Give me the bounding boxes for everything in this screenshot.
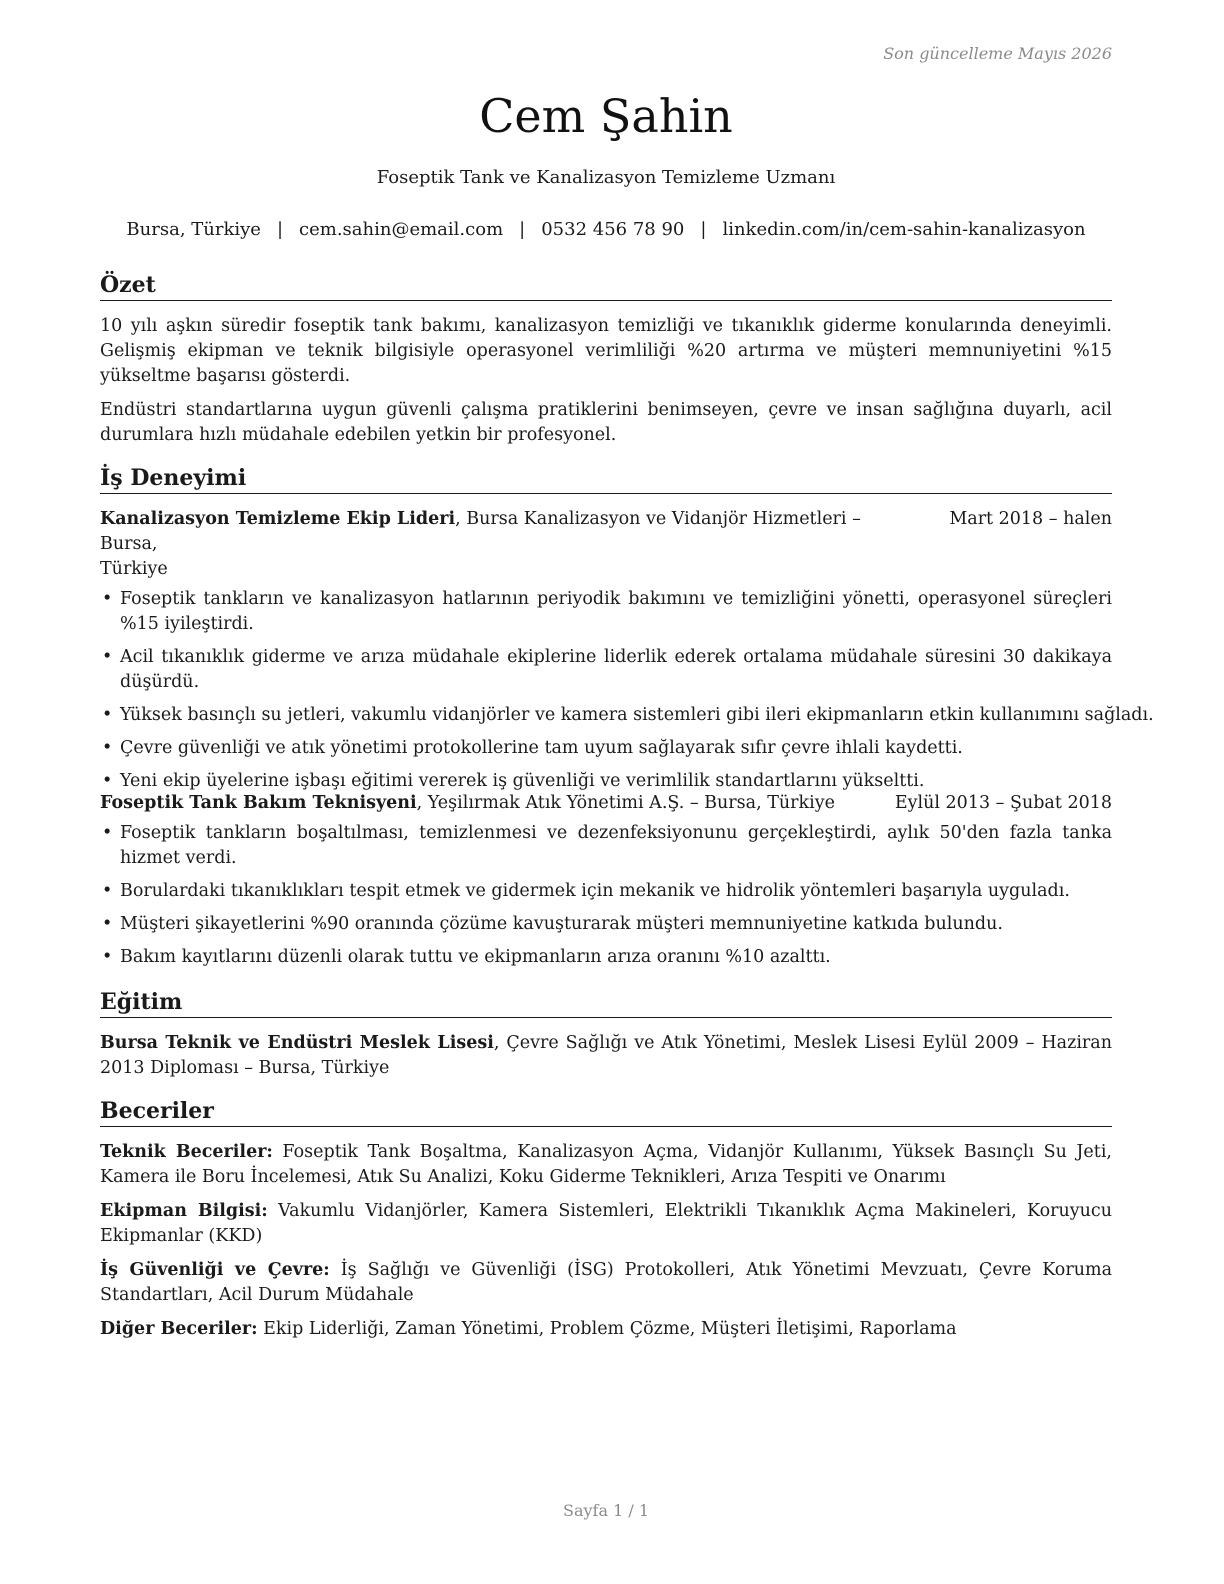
section-heading-summary: Özet xyxy=(100,272,1112,301)
skill-row xyxy=(100,1140,1112,1190)
job-entry xyxy=(100,791,1112,978)
list-item: • Bakım kayıtlarını düzenli olarak tuttu ve ekipmanların arıza oranını %10 azalttı. xyxy=(102,947,831,967)
page-number: Sayfa 1 / 1 xyxy=(562,1501,649,1520)
education-entry xyxy=(100,1031,1112,1081)
job-company-line2: Türkiye xyxy=(100,559,168,579)
list-item: • Müşteri şikayetlerini %90 oranında çözüme kavuşturarak müşteri memnuniyetine katkıda bulundu. xyxy=(102,914,1003,934)
contact-phone[interactable]: 0532 456 78 90 xyxy=(541,219,685,240)
job-role: Foseptik Tank Bakım Teknisyeni xyxy=(100,793,417,813)
contact-linkedin[interactable]: linkedin.com/in/cem-sahin-kanalizasyon xyxy=(722,219,1086,240)
section-heading-skills: Beceriler xyxy=(100,1098,1112,1127)
contact-line xyxy=(100,219,1112,240)
skills-block xyxy=(100,1140,1112,1351)
education-school: Bursa Teknik ve Endüstri Meslek Lisesi xyxy=(100,1033,494,1053)
contact-separator: | xyxy=(700,219,707,240)
job-role: Kanalizasyon Temizleme Ekip Lideri xyxy=(100,509,456,529)
skill-text: Vakumlu Vidanjörler, Kamera Sistemleri, Elektrikli Tıkanıklık Açma Makineleri, Koruyucu Ekipmanlar (KKD) xyxy=(100,1201,1112,1246)
job-header xyxy=(100,791,1112,816)
job-bullets xyxy=(100,587,1154,794)
contact-separator: | xyxy=(276,219,284,240)
list-item: • Yüksek basınçlı su jetleri, vakumlu vidanjörler ve kamera sistemleri gibi ileri ekipmanların etkin kullanımını sağladı. xyxy=(102,705,1154,725)
skill-row xyxy=(100,1258,1112,1308)
list-item: • Yeni ekip üyelerine işbaşı eğitimi vererek iş güvenliği ve verimlilik standartlarını yükseltti. xyxy=(102,771,925,791)
list-item: • Foseptik tankların boşaltılması, temizlenmesi ve dezenfeksiyonunu gerçekleştirdi, aylık 50'den fazla tanka hizmet verdi. xyxy=(102,823,1112,868)
list-item: • Acil tıkanıklık giderme ve arıza müdahale ekiplerine liderlik ederek ortalama müdahale süresini 30 dakikaya düşürdü. xyxy=(102,647,1112,692)
section-heading-experience: İş Deneyimi xyxy=(100,465,1112,494)
skill-text: İş Sağlığı ve Güvenliği (İSG) Protokolleri, Atık Yönetimi Mevzuatı, Çevre Koruma Standartları, Acil Durum Müdahale xyxy=(100,1260,1112,1305)
job-header xyxy=(100,507,1112,582)
contact-location: Bursa, Türkiye xyxy=(126,219,261,240)
job-dates: Eylül 2013 – Şubat 2018 xyxy=(894,793,1112,813)
summary-paragraph: Endüstri standartlarına uygun güvenli çalışma pratiklerini benimseyen, çevre ve insan sağlığına duyarlı, acil durumlara hızlı müdahale edebilen yetkin bir profesyonel. xyxy=(100,400,1112,445)
contact-separator: | xyxy=(519,219,526,240)
skill-label: Ekipman Bilgisi: xyxy=(100,1201,268,1221)
skill-row xyxy=(100,1317,1112,1342)
list-item: • Foseptik tankların ve kanalizasyon hatlarının periyodik bakımını ve temizliğini yönetti, operasyonel süreçleri %15 iyileştirdi. xyxy=(102,589,1112,634)
skill-label: Teknik Beceriler: xyxy=(100,1142,273,1162)
job-entry xyxy=(100,507,1154,802)
list-item: • Çevre güvenliği ve atık yönetimi protokollerine tam uyum sağlayarak sıfır çevre ihlali kaydetti. xyxy=(102,738,963,758)
contact-email[interactable]: cem.sahin@email.com xyxy=(299,219,504,240)
job-title: Foseptik Tank ve Kanalizasyon Temizleme Uzmanı xyxy=(376,167,836,188)
summary-block xyxy=(100,314,1112,457)
skill-label: Diğer Beceriler: xyxy=(100,1319,258,1339)
job-dates: Mart 2018 – halen xyxy=(949,509,1112,529)
summary-paragraph: 10 yılı aşkın süredir foseptik tank bakımı, kanalizasyon temizliği ve tıkanıklık giderme konularında deneyimli. Gelişmiş ekipman ve teknik bilgisiyle operasyonel verimliliği %20 artırma ve müşteri memnuniyetini %15 yükseltme başarısı gösterdi. xyxy=(100,316,1112,386)
candidate-name: Cem Şahin xyxy=(479,89,733,143)
education-details: , Çevre Sağlığı ve Atık Yönetimi, Meslek Lisesi Eylül 2009 – Haziran 2013 Diploması – Bursa, Türkiye xyxy=(100,1033,1112,1078)
skill-row xyxy=(100,1199,1112,1249)
job-bullets xyxy=(100,821,1112,970)
section-heading-education: Eğitim xyxy=(100,989,1112,1018)
list-item: • Borulardaki tıkanıklıkları tespit etmek ve gidermek için mekanik ve hidrolik yöntemleri başarıyla uyguladı. xyxy=(102,881,1070,901)
skill-text: Foseptik Tank Boşaltma, Kanalizasyon Açma, Vidanjör Kullanımı, Yüksek Basınçlı Su Jeti, Kamera ile Boru İncelemesi, Atık Su Analizi, Koku Giderme Teknikleri, Arıza Tespiti ve Onarımı xyxy=(100,1142,1112,1187)
last-updated: Son güncelleme Mayıs 2026 xyxy=(883,44,1112,63)
job-company: , Yeşilırmak Atık Yönetimi A.Ş. – Bursa, Türkiye xyxy=(416,793,835,813)
skill-text: Ekip Liderliği, Zaman Yönetimi, Problem Çözme, Müşteri İletişimi, Raporlama xyxy=(257,1319,957,1339)
skill-label: İş Güvenliği ve Çevre: xyxy=(100,1260,330,1280)
job-company: , Bursa Kanalizasyon ve Vidanjör Hizmetleri – Bursa, xyxy=(100,509,861,554)
